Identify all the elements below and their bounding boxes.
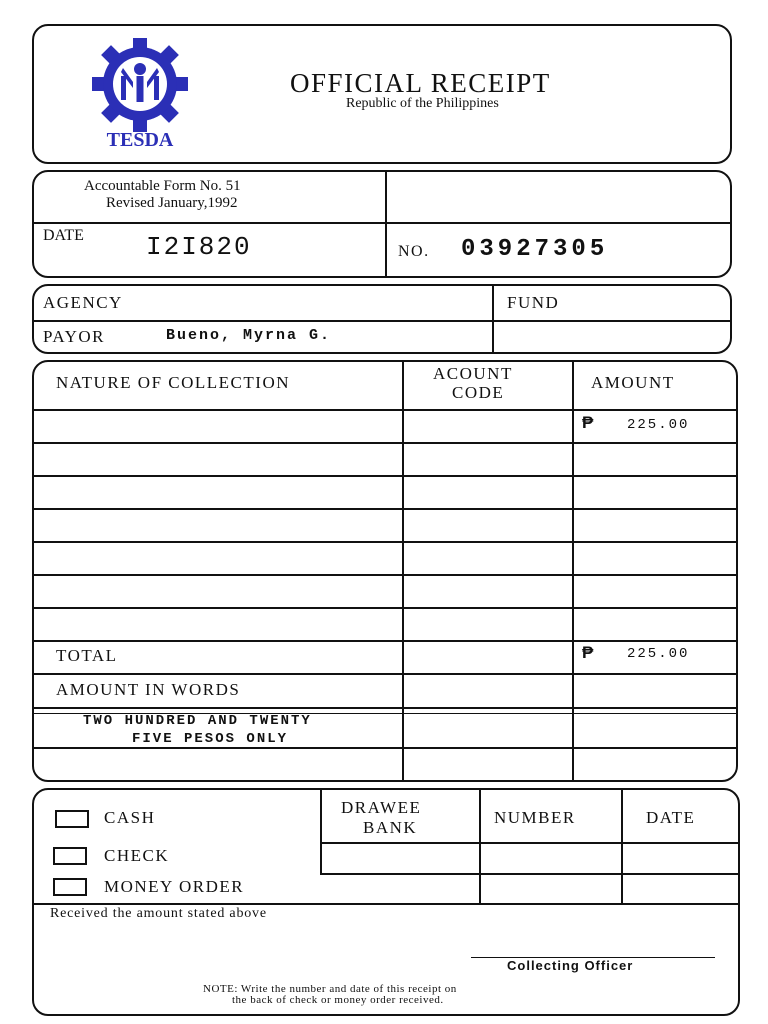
collection-col-divider-1 xyxy=(402,362,404,780)
collecting-officer-label: Collecting Officer xyxy=(507,958,634,973)
payment-vdivider-1 xyxy=(320,790,322,874)
drawee-bank-line2: BANK xyxy=(363,818,418,837)
code-header-line2: CODE xyxy=(452,383,505,402)
cash-label: CASH xyxy=(104,808,156,827)
total-amount: 225.00 xyxy=(627,646,690,662)
agency-label: AGENCY xyxy=(43,293,123,312)
drawee-bank-line1: DRAWEE xyxy=(341,798,422,817)
row-divider xyxy=(34,640,736,642)
form-revised: Revised January,1992 xyxy=(106,195,238,211)
tesda-gear-icon xyxy=(70,38,210,150)
agency-divider xyxy=(34,320,732,322)
check-label: CHECK xyxy=(104,846,170,865)
row-divider xyxy=(34,508,736,510)
cash-checkbox[interactable] xyxy=(55,810,89,828)
fund-label: FUND xyxy=(507,293,560,312)
money-order-label: MONEY ORDER xyxy=(104,877,245,896)
date-value: I2I820 xyxy=(146,232,252,262)
payment-vdivider-2 xyxy=(479,790,481,904)
payor-value: Bueno, Myrna G. xyxy=(166,327,332,344)
number-header: NUMBER xyxy=(494,808,576,827)
payment-vdivider-3 xyxy=(621,790,623,904)
row-divider xyxy=(34,707,736,709)
amount-header: AMOUNT xyxy=(591,373,675,392)
check-checkbox[interactable] xyxy=(53,847,87,865)
row-divider xyxy=(34,747,736,749)
first-amount: 225.00 xyxy=(627,417,690,433)
total-peso-sign: ₱ xyxy=(582,643,594,662)
row-divider xyxy=(34,607,736,609)
collection-col-divider-2 xyxy=(572,362,574,780)
amount-in-words-line2: FIVE PESOS ONLY xyxy=(132,731,289,747)
receipt-subtitle: Republic of the Philippines xyxy=(346,96,499,111)
agency-vdivider xyxy=(492,286,494,352)
row-divider xyxy=(34,541,736,543)
payment-hdivider-2 xyxy=(320,873,738,875)
code-header-line1: ACOUNT xyxy=(433,364,513,383)
total-label: TOTAL xyxy=(56,646,118,665)
payment-hdivider-1 xyxy=(320,842,738,844)
amount-in-words-line1: TWO HUNDRED AND TWENTY xyxy=(83,713,312,729)
note-line2: the back of check or money order received. xyxy=(232,994,444,1006)
form-info-divider xyxy=(34,222,732,224)
row-divider xyxy=(34,409,736,411)
form-info-vdivider xyxy=(385,172,387,276)
tesda-logo xyxy=(70,38,210,150)
receipt-no-value: 03927305 xyxy=(461,236,609,263)
form-number: Accountable Form No. 51 xyxy=(84,178,241,194)
amount-in-words-label: AMOUNT IN WORDS xyxy=(56,680,241,699)
row-divider xyxy=(34,442,736,444)
received-text: Received the amount stated above xyxy=(50,906,267,921)
logo-text: TESDA xyxy=(106,129,174,150)
payor-label: PAYOR xyxy=(43,327,106,346)
date-label: DATE xyxy=(43,227,84,244)
receipt-title: OFFICIAL RECEIPT xyxy=(290,68,551,98)
agency-box xyxy=(32,284,732,354)
payment-hdivider-3 xyxy=(34,903,738,905)
row-divider xyxy=(34,475,736,477)
row-divider xyxy=(34,574,736,576)
note-line1: NOTE: Write the number and date of this receipt on xyxy=(203,983,457,995)
row-divider xyxy=(34,673,736,675)
nature-header: NATURE OF COLLECTION xyxy=(56,373,290,392)
receipt-no-label: NO. xyxy=(398,243,430,260)
date-header: DATE xyxy=(646,808,696,827)
peso-sign: ₱ xyxy=(582,413,594,432)
money-order-checkbox[interactable] xyxy=(53,878,87,896)
